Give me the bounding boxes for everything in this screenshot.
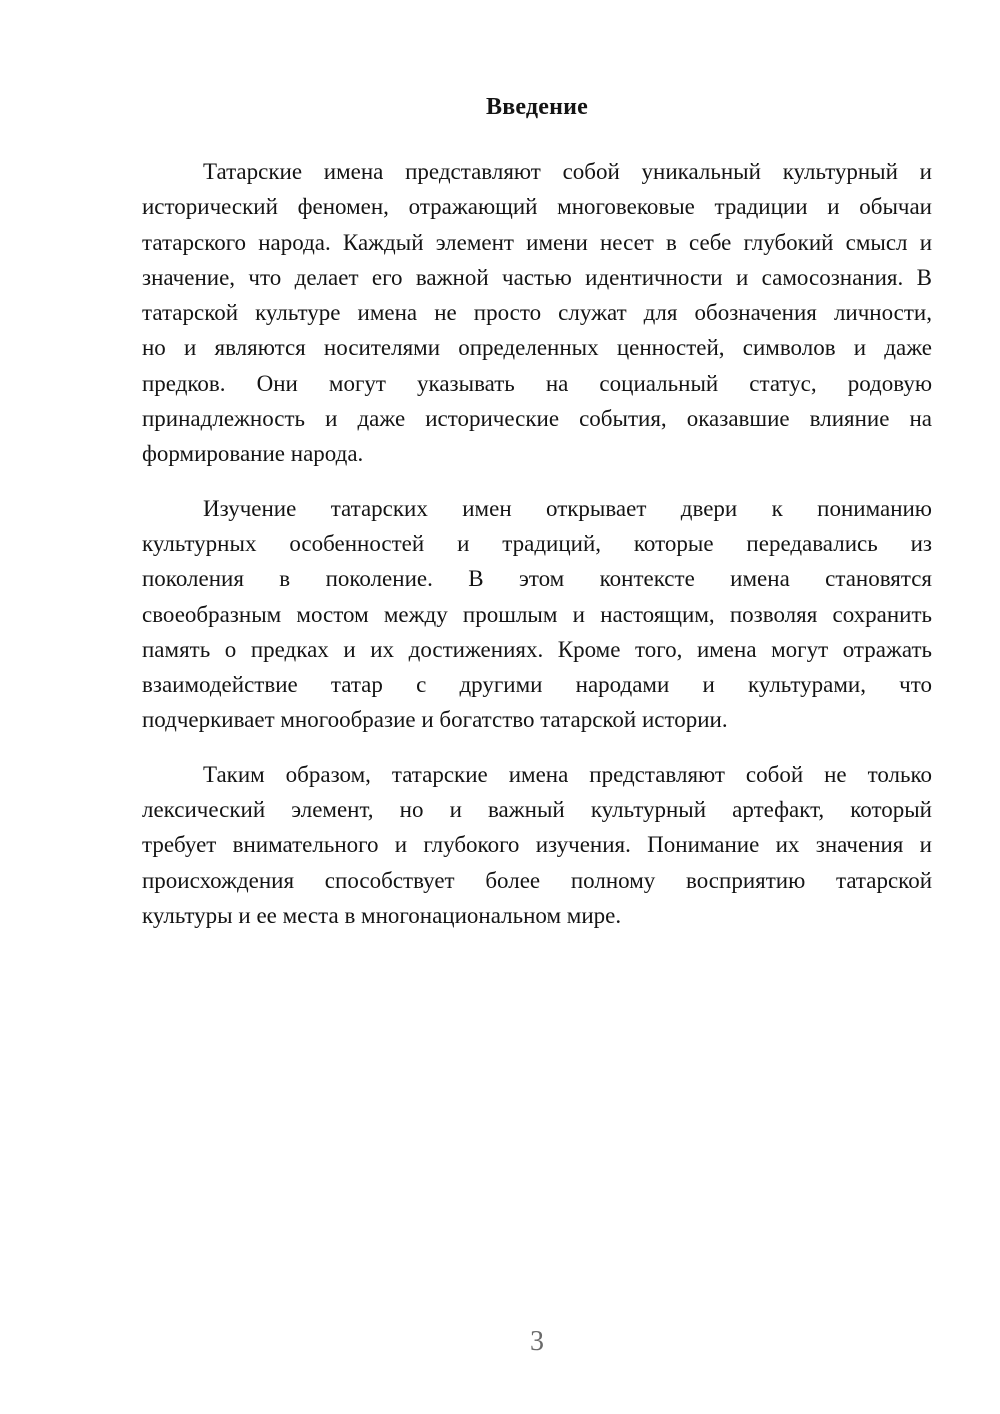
paragraph [142,491,932,738]
text-line: исторический феномен, отражающий многовековые традиции и обычаи [142,194,932,220]
page-number: 3 [530,1326,544,1357]
text-line: татарской культуре имена не просто служат для обозначения личности, [142,300,932,326]
text-line: подчеркивает многообразие и богатство татарской истории. [142,707,728,733]
text-line: поколения в поколение. В этом контексте имена становятся [142,566,932,592]
text-line: культуры и ее места в многонациональном мире. [142,902,622,928]
text-line: требует внимательного и глубокого изучения. Понимание их значения и [142,832,932,858]
text-line: память о предках и их достижениях. Кроме того, имена могут отражать [142,636,932,662]
text-line: Таким образом, татарские имена представляют собой не только [203,761,932,787]
document-body [142,154,932,952]
paragraph [142,154,932,472]
page-title: Введение [485,94,588,120]
text-line: лексический элемент, но и важный культурный артефакт, который [142,797,932,823]
paragraph [142,757,932,933]
text-line: культурных особенностей и традиций, которые передавались из [142,530,932,556]
text-line: происхождения способствует более полному восприятию татарской [142,867,932,893]
text-line: Татарские имена представляют собой уникальный культурный и [203,159,932,184]
text-line: значение, что делает его важной частью идентичности и самосознания. В [142,264,932,290]
text-line: принадлежность и даже исторические события, оказавшие влияние на [142,406,932,432]
text-line: но и являются носителями определенных ценностей, символов и даже [142,335,932,361]
text-line: Изучение татарских имен открывает двери к пониманию [203,495,932,521]
text-line: формирование народа. [142,441,364,467]
text-line: татарского народа. Каждый элемент имени несет в себе глубокий смысл и [142,229,932,255]
text-line: взаимодействие татар с другими народами и культурами, что [142,672,932,698]
text-line: предков. Они могут указывать на социальный статус, родовую [142,370,932,396]
text-line: своеобразным мостом между прошлым и настоящим, позволяя сохранить [142,601,932,627]
